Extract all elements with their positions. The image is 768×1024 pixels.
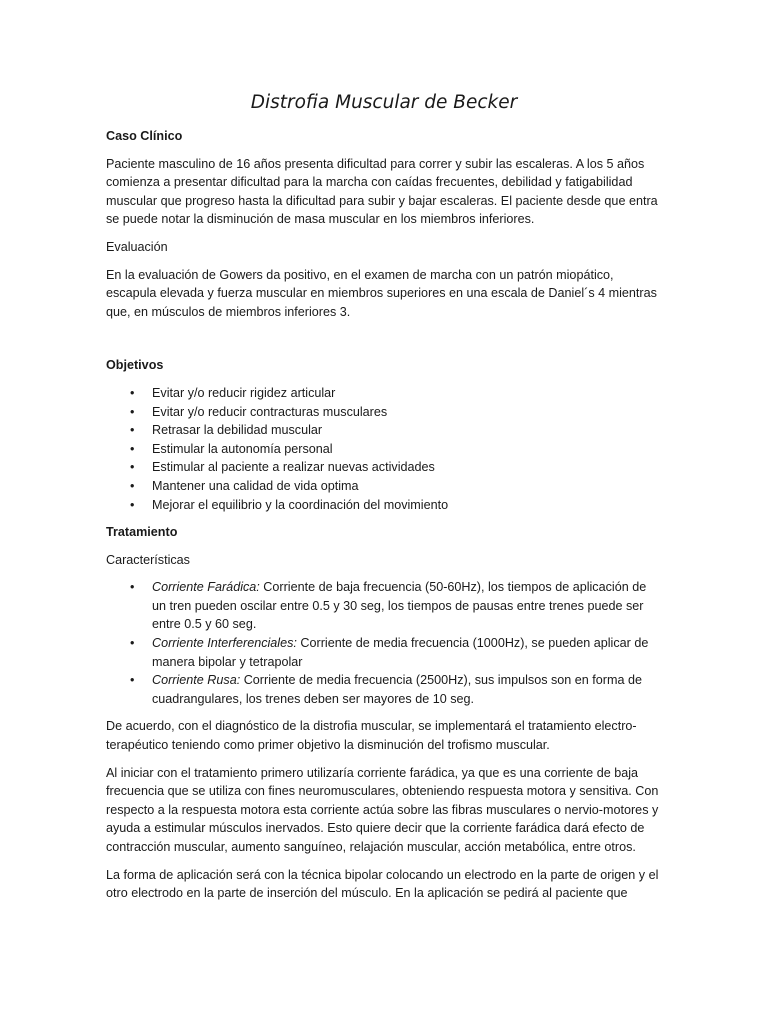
spacer <box>106 330 662 356</box>
document-title: Distrofia Muscular de Becker <box>250 92 518 113</box>
current-description: Corriente de media frecuencia (1000Hz), se pueden aplicar de manera bipolar y tetrapolar <box>152 636 649 669</box>
list-item <box>106 403 662 422</box>
bullet-icon: • <box>130 423 135 438</box>
objective-text: Retrasar la debilidad muscular <box>152 423 323 438</box>
bullet-icon: • <box>130 460 135 475</box>
case-heading: Caso Clínico <box>106 129 183 143</box>
bullet-icon: • <box>130 478 135 493</box>
objective-text: Evitar y/o reducir rigidez articular <box>152 385 336 400</box>
list-item <box>106 496 662 515</box>
list-item <box>106 634 662 671</box>
current-name: Corriente Rusa: <box>152 673 241 688</box>
list-item <box>106 578 662 634</box>
list-item <box>106 421 662 440</box>
current-description: Corriente de baja frecuencia (50-60Hz), los tiempos de aplicación de un tren pueden oscilar entre 0.5 y 30 seg, los tiempos de pausas entre trenes puede ser entre 0.5 y 60 seg. <box>152 580 647 632</box>
objectives-heading: Objetivos <box>106 358 164 373</box>
bullet-icon: • <box>130 497 135 512</box>
list-item <box>106 384 662 403</box>
current-description: Corriente de media frecuencia (2500Hz), sus impulsos son en forma de cuadrangulares, los trenes deben ser mayores de 10 seg. <box>152 673 642 706</box>
evaluation-heading: Evaluación <box>106 239 168 254</box>
objective-text: Estimular la autonomía personal <box>152 441 333 456</box>
bullet-icon: • <box>130 580 135 595</box>
evaluation-paragraph: En la evaluación de Gowers da positivo, en el examen de marcha con un patrón miopático, escapula elevada y fuerza muscular en miembros superiores en una escala de Daniel´s 4 mientras que, en músculos de miembros inferiores 3. <box>106 267 657 319</box>
treatment-heading: Tratamiento <box>106 525 178 540</box>
bullet-icon: • <box>130 385 135 400</box>
objective-text: Evitar y/o reducir contracturas musculares <box>152 404 388 419</box>
paragraph-application: La forma de aplicación será con la técnica bipolar colocando un electrodo en la parte de origen y el otro electrodo en la parte de inserción del músculo. En la aplicación se pedirá al paciente que <box>106 867 659 901</box>
list-item <box>106 458 662 477</box>
currents-list <box>106 578 662 708</box>
objectives-list <box>106 384 662 514</box>
objective-text: Mejorar el equilibrio y la coordinación del movimiento <box>152 497 449 512</box>
bullet-icon: • <box>130 673 135 688</box>
objective-text: Estimular al paciente a realizar nuevas actividades <box>152 460 435 475</box>
list-item <box>106 671 662 708</box>
list-item <box>106 440 662 459</box>
bullet-icon: • <box>130 441 135 456</box>
characteristics-heading: Características <box>106 552 190 567</box>
paragraph-start: Al iniciar con el tratamiento primero utilizaría corriente farádica, ya que es una corriente de baja frecuencia que se utiliza con fines neuromusculares, obteniendo respuesta motora y sensitiva. Con respecto a la respuesta motora esta corriente actúa sobre las fibras musculares o nervio-motores y ayuda a estimular músculos inervados. Esto quiere decir que la corriente farádica dará efecto de contracción muscular, aumento sanguíneo, relajación muscular, acción metabólica, entre otros. <box>106 765 659 854</box>
current-name: Corriente Interferenciales: <box>152 636 297 651</box>
current-name: Corriente Farádica: <box>152 580 260 595</box>
paragraph-accord: De acuerdo, con el diagnóstico de la distrofia muscular, se implementará el tratamiento electro-terapéutico teniendo como primer objetivo la disminución del trofismo muscular. <box>106 719 637 753</box>
bullet-icon: • <box>130 404 135 419</box>
objective-text: Mantener una calidad de vida optima <box>152 478 359 493</box>
bullet-icon: • <box>130 636 135 651</box>
case-paragraph: Paciente masculino de 16 años presenta dificultad para correr y subir las escaleras. A los 5 años comienza a presentar dificultad para la marcha con caídas frecuentes, debilidad y fatigabilidad muscular que progreso hasta la dificultad para subir y bajar escaleras. El paciente desde que entra se puede notar la disminución de masa muscular en los miembros inferiores. <box>106 156 658 227</box>
list-item <box>106 477 662 496</box>
